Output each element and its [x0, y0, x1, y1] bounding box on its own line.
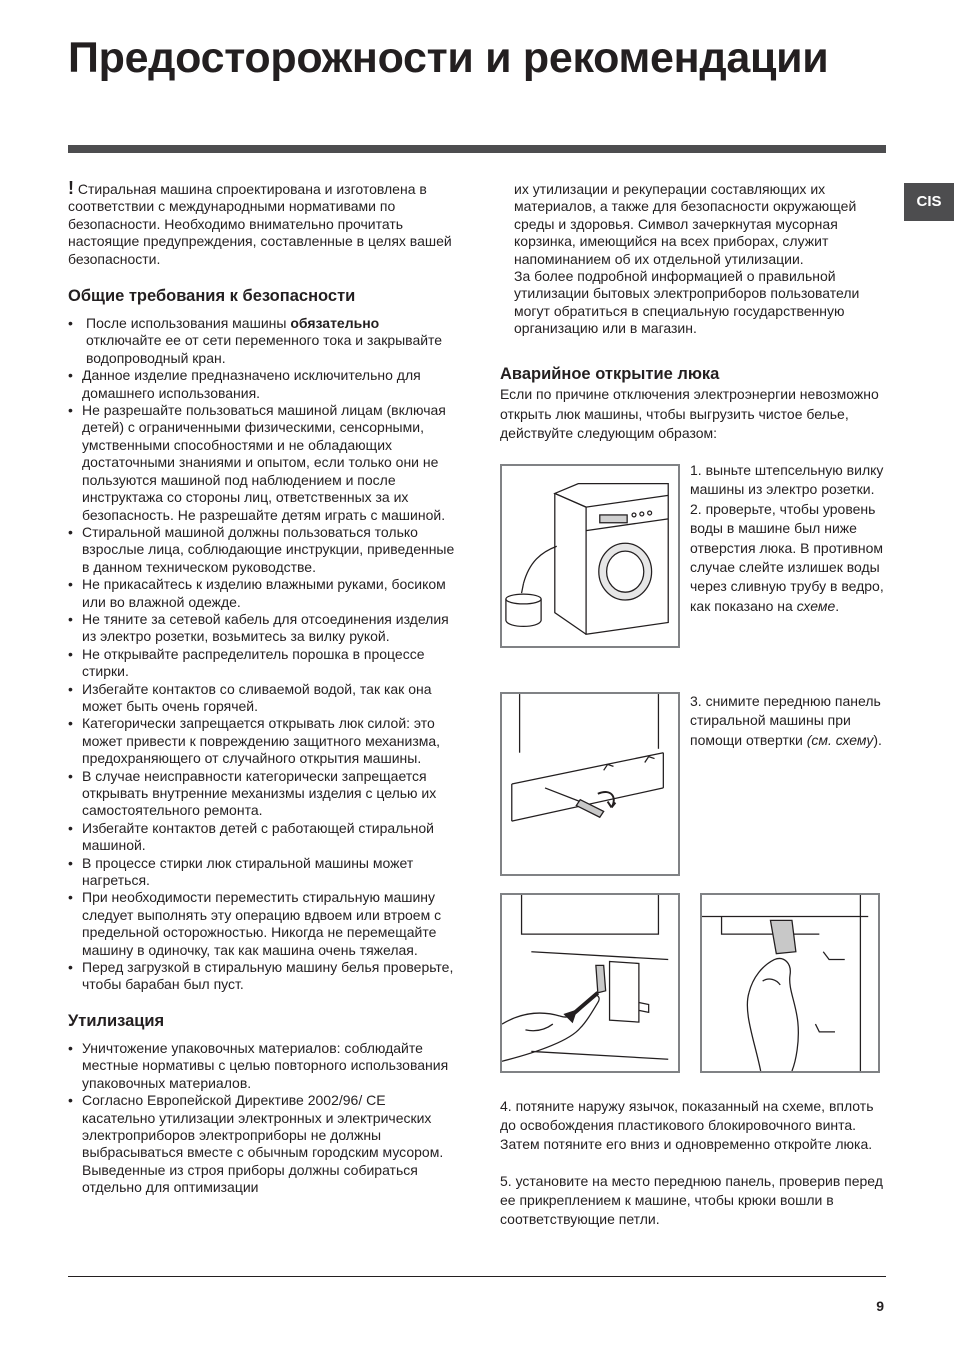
intro-text: Стиральная машина спроектирована и изготовлена в соответствии с международными нормативами по безопасности. Необходимо внимательно прочитать настоящие предупреждения, составленные в целях вашей безопасности. [68, 181, 452, 267]
step-2 [690, 500, 890, 616]
safety-item-text: отключайте ее от сети переменного тока и закрывайте водопроводный кран. [86, 332, 443, 366]
safety-item-bold: обязательно [290, 315, 380, 332]
disposal-item: • Согласно Европейской Директиве 2002/96/ CE касательно утилизации электронных и электрических электроприборов электроприборы не должны выбрасываться вместе с обычным городским мусором. Выведенные из строя приборы должны собираться отдельно для оптимизации [68, 1092, 458, 1196]
footer-rule [68, 1276, 886, 1277]
step-3-text: 3. снимите переднюю панель стиральной машины при помощи отвертки [690, 693, 881, 748]
safety-item-text: После использования машины [86, 315, 291, 332]
safety-item: • Не прикасайтесь к изделию влажными руками, босиком или во влажной одежде. [68, 576, 458, 611]
disposal-continuation-text: их утилизации и рекуперации составляющих их материалов, а также для безопасности окружающей среды и здоровья. Символ зачеркнутая мусорная корзинка, имеющийся на всех приборах, служит напоминанием об их отдельной утилизации. [514, 181, 857, 267]
disposal-heading: Утилизация [68, 1011, 165, 1030]
title-rule [68, 145, 886, 153]
safety-item: • Перед загрузкой в стиральную машину белья проверьте, чтобы барабан был пуст. [68, 959, 458, 994]
safety-item: • Не разрешайте пользоваться машиной лицам (включая детей) с ограниченными физическими, сенсорными, умственными способностями и не обладающих достаточными знаниями и опытом, если только они не пользуются машиной под наблюдением и после инструктажа со стороны лиц, ответственных за их безопасность. Не разрешайте детям играть с машиной. [68, 402, 458, 524]
step-5: 5. установите на место переднюю панель, проверив перед ее прикреплением к машине, чтобы крюки вошли в соответствующие петли. [500, 1173, 883, 1227]
pull-down-illustration [702, 895, 878, 1071]
safety-item: • Не тяните за сетевой кабель для отсоединения изделия из электро розетки, возьмитесь за вилку рукой. [68, 611, 458, 646]
safety-item [68, 315, 458, 367]
step-3-italic: (см. схему [806, 731, 874, 748]
emergency-heading: Аварийное открытие люка [500, 365, 720, 383]
emergency-steps-1-2 [690, 461, 890, 616]
step-2-text: 2. проверьте, чтобы уровень воды в машине был ниже отверстия люка. В противном случае слейте излишек воды через сливную трубу в ведро, как показано на [690, 500, 884, 614]
emergency-intro: Если по причине отключения электроэнергии невозможно открыть люк машины, чтобы выгрузить чистое белье, действуйте следующим образом: [500, 386, 879, 441]
safety-item: • Избегайте контактов детей с работающей стиральной машиной. [68, 820, 458, 855]
warning-mark: ! [68, 178, 74, 198]
safety-item: • В случае неисправности категорически запрещается открывать внутренние механизмы изделия с целью их самостоятельного ремонта. [68, 768, 458, 820]
safety-item: • Не открывайте распределитель порошка в процессе стирки. [68, 646, 458, 681]
left-column [68, 178, 458, 1197]
general-safety-list [68, 315, 458, 994]
safety-item: • Стиральной машиной должны пользоваться только взрослые лица, соблюдающие инструкции, приведенные в данном техническом руководстве. [68, 524, 458, 576]
step-2-end: . [835, 597, 840, 614]
safety-item: • В процессе стирки люк стиральной машины может нагреться. [68, 855, 458, 890]
disposal-list [68, 1040, 458, 1197]
step-1: 1. выньте штепсельную вилку машины из электро розетки. [690, 462, 884, 498]
washer-drain-illustration [502, 466, 678, 646]
safety-item: • Избегайте контактов со сливаемой водой, так как она может быть очень горячей. [68, 681, 458, 716]
emergency-steps-4-5 [500, 1097, 890, 1229]
screwdriver-panel-illustration [502, 694, 678, 874]
intro-paragraph [68, 178, 458, 268]
figure-drain-bucket [500, 464, 680, 648]
page-number: 9 [876, 1298, 884, 1314]
emergency-section [500, 364, 890, 444]
emergency-step-3 [690, 692, 890, 750]
disposal-more-info: За более подробной информацией о правильной утилизации бытовых электроприборов пользователи могут обратиться в специальную государственную организацию или в магазин. [514, 268, 860, 337]
step-4: 4. потяните наружу язычок, показанный на схеме, вплоть до освобождения пластикового блокировочного винта. Затем потяните его вниз и одновременно откройте люка. [500, 1098, 874, 1152]
pull-tab-illustration [502, 895, 678, 1071]
figure-pull-down [700, 893, 880, 1073]
safety-item: • При необходимости переместить стиральную машину следует выполнять эту операцию вдвоем или втроем с предельной осторожностью. Никогда не перемещайте машину в одиночку, так как машина очень тяжелая. [68, 889, 458, 959]
step-2-italic: схеме [796, 597, 836, 614]
safety-item: • Категорически запрещается открывать люк силой: это может привести к повреждению защитного механизма, предохраняющего от случайного открытия машины. [68, 715, 458, 767]
step-3-end: ). [873, 731, 882, 748]
figure-pull-tab [500, 893, 680, 1073]
step-3 [690, 692, 890, 750]
disposal-continuation [500, 181, 890, 338]
general-safety-heading: Общие требования к безопасности [68, 287, 356, 306]
disposal-item: • Уничтожение упаковочных материалов: соблюдайте местные нормативы с целью повторного использования упаковочных материалов. [68, 1040, 458, 1092]
figure-remove-panel [500, 692, 680, 876]
page-title: Предосторожности и рекомендации [68, 34, 829, 82]
safety-item: • Данное изделие предназначено исключительно для домашнего использования. [68, 367, 458, 402]
language-tab: CIS [904, 183, 954, 221]
